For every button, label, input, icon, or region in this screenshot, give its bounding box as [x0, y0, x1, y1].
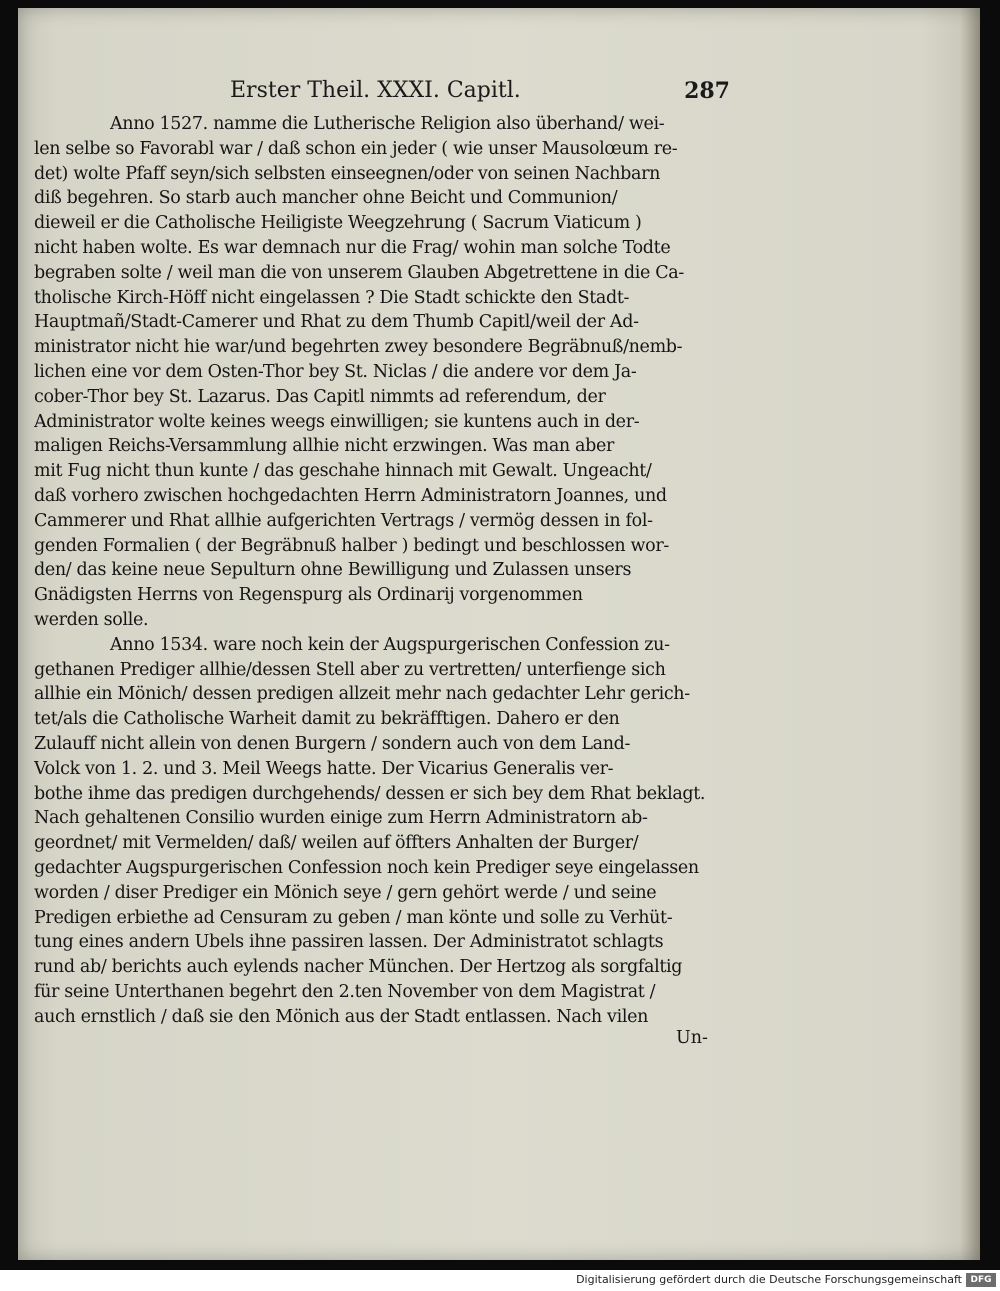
text-line: Anno 1534. ware noch kein der Augspurgerischen Confession zu-	[110, 634, 670, 655]
text-line: bothe ihme das predigen durchgehends/ dessen er sich bey dem Rhat beklagt.	[34, 783, 706, 804]
text-line: tung eines andern Ubels ihne passiren lassen. Der Administratot schlagts	[34, 932, 664, 953]
text-line: mit Fug nicht thun kunte / das geschahe hinnach mit Gewalt. Ungeacht/	[34, 461, 652, 482]
text-line: Predigen erbiethe ad Censuram zu geben / man könte und solle zu Verhüt-	[34, 907, 673, 928]
footer-bar	[0, 1270, 1000, 1291]
text-line: diß begehren. So starb auch mancher ohne Beicht und Communion/	[34, 188, 618, 209]
text-line: tet/als die Catholische Warheit damit zu bekräfftigen. Dahero er den	[34, 709, 620, 730]
text-line: worden / diser Prediger ein Mönich seye / gern gehört werde / und seine	[34, 882, 657, 903]
body-text	[34, 112, 734, 1029]
text-line: ministrator nicht hie war/und begehrten zwey besondere Begräbnuß/nemb-	[34, 337, 683, 358]
text-line: allhie ein Mönich/ dessen predigen allzeit mehr nach gedachter Lehr gerich-	[34, 684, 690, 705]
text-line: für seine Unterthanen begehrt den 2.ten November von dem Magistrat /	[34, 981, 656, 1002]
catchword: Un-	[676, 1028, 708, 1048]
page-edge-shadow	[960, 8, 980, 1260]
dfg-logo: DFG	[966, 1273, 996, 1287]
text-line: geordnet/ mit Vermelden/ daß/ weilen auf öffters Anhalten der Burger/	[34, 833, 639, 854]
text-line: werden solle.	[34, 609, 149, 630]
text-line: gedachter Augspurgerischen Confession noch kein Prediger seye eingelassen	[34, 857, 699, 878]
text-line: maligen Reichs-Versammlung allhie nicht erzwingen. Was man aber	[34, 436, 615, 457]
funding-credit: Digitalisierung gefördert durch die Deutsche Forschungsgemeinschaft	[576, 1273, 962, 1286]
text-line: lichen eine vor dem Osten-Thor bey St. Niclas / die andere vor dem Ja-	[34, 361, 637, 382]
text-line: Zulauff nicht allein von denen Burgern / sondern auch von dem Land-	[34, 733, 631, 754]
page-number: 287	[684, 78, 730, 104]
text-line: gethanen Prediger allhie/dessen Stell aber zu vertretten/ unterfienge sich	[34, 659, 666, 680]
text-line: den/ das keine neue Sepulturn ohne Bewilligung und Zulassen unsers	[34, 560, 632, 581]
text-line: Cammerer und Rhat allhie aufgerichten Vertrags / vermög dessen in fol-	[34, 510, 653, 531]
text-line: tholische Kirch-Höff nicht eingelassen ? Die Stadt schickte den Stadt-	[34, 287, 630, 308]
text-line: dieweil er die Catholische Heiligiste Weegzehrung ( Sacrum Viaticum )	[34, 213, 642, 234]
text-line: Administrator wolte keines weegs einwilligen; sie kuntens auch in der-	[34, 411, 640, 432]
text-line: Hauptmañ/Stadt-Camerer und Rhat zu dem Thumb Capitl/weil der Ad-	[34, 312, 639, 333]
text-line: genden Formalien ( der Begräbnuß halber ) bedingt und beschlossen wor-	[34, 535, 669, 556]
text-line: auch ernstlich / daß sie den Mönich aus der Stadt entlassen. Nach vilen	[34, 1006, 648, 1027]
running-head	[230, 78, 730, 112]
running-head-title: Erster Theil. XXXI. Capitl.	[230, 78, 521, 103]
text-line: Anno 1527. namme die Lutherische Religion also überhand/ wei-	[110, 114, 665, 134]
text-line: len selbe so Favorabl war / daß schon ein jeder ( wie unser Mausolœum re-	[34, 138, 678, 159]
text-line: begraben solte / weil man die von unserem Glauben Abgetrettene in die Ca-	[34, 262, 684, 283]
text-line: cober-Thor bey St. Lazarus. Das Capitl nimmts ad referendum, der	[34, 386, 606, 407]
text-line: det) wolte Pfaff seyn/sich selbsten einseegnen/oder von seinen Nachbarn	[34, 163, 661, 184]
text-line: Nach gehaltenen Consilio wurden einige zum Herrn Administratorn ab-	[34, 808, 648, 829]
text-line: Volck von 1. 2. und 3. Meil Weegs hatte. Der Vicarius Generalis ver-	[34, 758, 614, 779]
text-line: Gnädigsten Herrns von Regenspurg als Ordinarij vorgenommen	[34, 585, 583, 606]
text-line: nicht haben wolte. Es war demnach nur die Frag/ wohin man solche Todte	[34, 237, 671, 258]
text-line: daß vorhero zwischen hochgedachten Herrn Administratorn Joannes, und	[34, 485, 667, 506]
text-line: rund ab/ berichts auch eylends nacher München. Der Hertzog als sorgfaltig	[34, 957, 683, 978]
